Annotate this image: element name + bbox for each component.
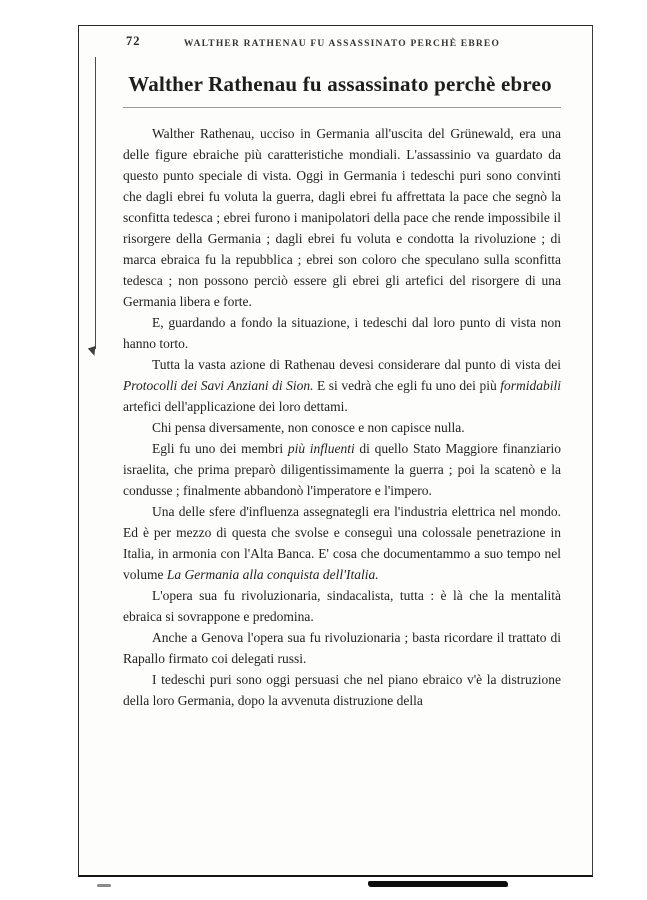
text-segment: Anche a Genova l'opera sua fu rivoluzionaria ; basta ricordare il trattato di Rapallo firmato coi delegati russi.	[123, 630, 561, 666]
paragraph	[123, 627, 561, 669]
body-text	[123, 123, 561, 711]
title-rule	[123, 107, 561, 108]
running-header-text: WALTHER RATHENAU FU ASSASSINATO PERCHÈ EBREO	[183, 39, 501, 49]
chapter-title: Walther Rathenau fu assassinato perchè ebreo	[128, 72, 552, 96]
text-segment: Tutta la vasta azione di Rathenau devesi considerare dal punto di vista dei	[152, 357, 561, 372]
text-segment: I tedeschi puri sono oggi persuasi che nel piano ebraico v'è la distruzione della loro Germania, dopo la avvenuta distruzione della	[123, 672, 561, 708]
paragraph	[123, 669, 561, 711]
text-segment: Walther Rathenau, ucciso in Germania all'uscita del Grünewald, era una delle figure ebraiche più caratteristiche mondiali. L'assassinio va guardato da questo punto speciale di vista. Oggi in Germania i tedeschi puri sono convinti che dagli ebrei fu voluta la guerra, dagli ebrei fu affrettata la pace che segnò la sconfitta tedesca ; ebrei furono i manipolatori della pace che rende impossibile il risorgere della Germania ; dagli ebrei fu voluta e condotta la rivoluzione ; di marca ebraica fu la repubblica ; ebrei son coloro che speculano sulla sconfitta tedesca ; non possono perciò essere gli ebrei gli artefici del risorgere di una Germania libera e forte.	[123, 126, 561, 309]
text-segment: di quello Stato Maggiore finanziario israelita, che prima preparò diligentissimamente la guerra ; poi la scatenò e la condusse ; finalmente abbandonò l'imperatore e l'impero.	[123, 441, 562, 498]
book-page	[78, 25, 593, 877]
paragraph	[123, 585, 561, 627]
italic-text-segment: Protocolli dei Savi Anziani di Sion.	[123, 378, 314, 393]
scan-artifact-line	[95, 57, 96, 349]
text-segment: E, guardando a fondo la situazione, i tedeschi dal loro punto di vista non hanno torto.	[123, 315, 561, 351]
scan-artifact-dot	[97, 884, 111, 887]
running-header	[123, 33, 561, 49]
text-segment: L'opera sua fu rivoluzionaria, sindacalista, tutta : è là che la mentalità ebraica si sovrappone e predomina.	[123, 588, 561, 624]
text-segment: Una delle sfere d'influenza assegnategli era l'industria elettrica nel mondo. Ed è per mezzo di questa che svolse e conseguì una colossale penetrazione in Italia, in armonia con l'Alta Banca. E' cosa che documentammo a suo tempo nel volume	[123, 504, 561, 582]
text-segment: Egli fu uno dei membri	[152, 441, 288, 456]
paragraph	[123, 438, 561, 501]
paragraph	[123, 501, 561, 585]
paragraph	[123, 354, 561, 417]
paragraph	[123, 417, 561, 438]
italic-text-segment: più influenti	[287, 441, 355, 456]
italic-text-segment: formidabili	[500, 378, 561, 393]
text-segment: Chi pensa diversamente, non conosce e non capisce nulla.	[152, 420, 465, 435]
paragraph	[123, 123, 561, 312]
paragraph	[123, 312, 561, 354]
text-segment: artefici dell'applicazione dei loro dettami.	[123, 399, 348, 414]
text-segment: E si vedrà che egli fu uno dei più	[313, 378, 501, 393]
italic-text-segment: La Germania alla conquista dell'Italia.	[166, 567, 379, 582]
page-number: 72	[126, 34, 141, 48]
scan-artifact-smudge	[368, 881, 508, 887]
